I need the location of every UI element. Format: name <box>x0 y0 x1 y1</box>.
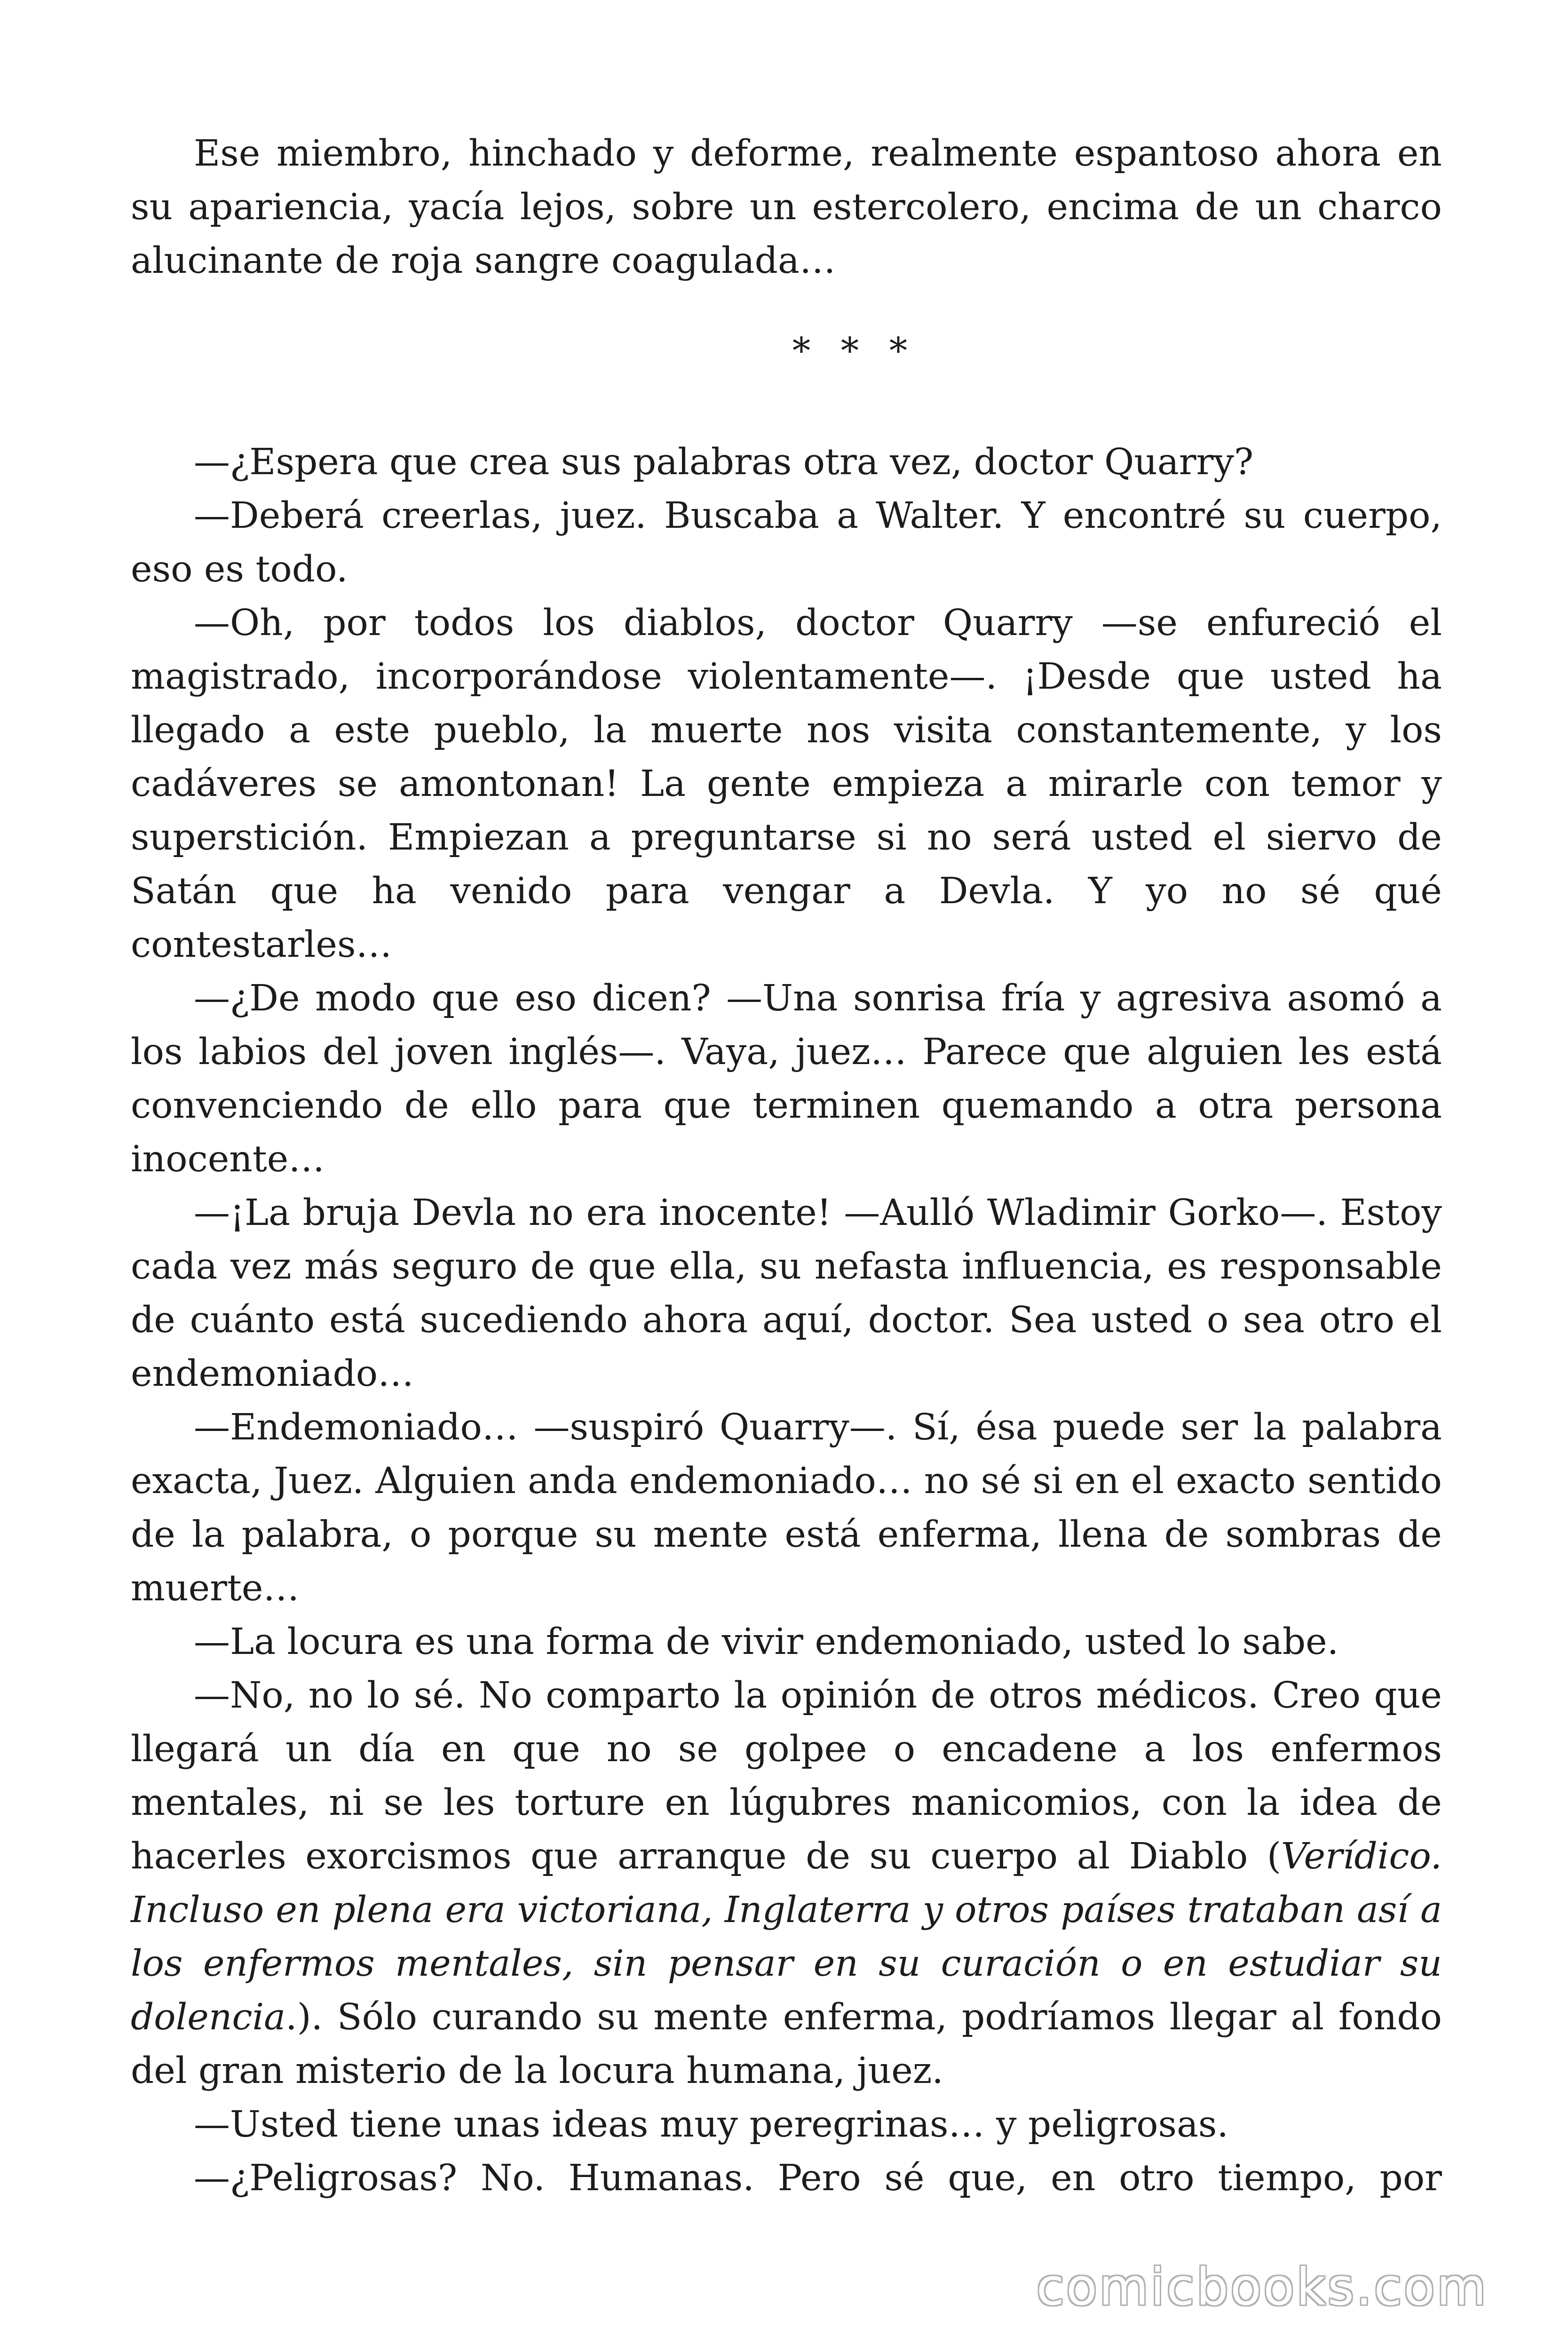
watermark: comicbooks.com <box>1036 2258 1488 2317</box>
paragraph-with-note <box>131 1669 1442 2098</box>
paragraph: —¿Espera que crea sus palabras otra vez, doctor Quarry? <box>194 441 1254 483</box>
paragraph-continued: —¿Peligrosas? No. Humanas. Pero sé que, en otro tiempo, por <box>194 2157 1442 2199</box>
note-paragraph-text: —No, no lo sé. No comparto la opinión de otros médicos. Creo que llegará un día en que no se golpee o encadene a los enfermos mentales, ni se les torture en lúgubres manicomios, con la idea de hacerles exorcismos que arranque de su cuerpo al Diablo ( <box>131 1675 1442 1877</box>
paragraph: —¡La bruja Devla no era inocente! —Aulló Wladimir Gorko—. Estoy cada vez más seguro de que ella, su nefasta influencia, es responsable de cuánto está sucediendo ahora aquí, doctor. Sea usted o sea otro el endemoniado… <box>131 1192 1442 1395</box>
editorial-note: Verídico. Incluso en plena era victoriana, Inglaterra y otros países trataban así a los enfermos mentales, sin pensar en su curación o en estudiar su dolencia <box>131 1836 1442 2038</box>
paragraph: —La locura es una forma de vivir endemoniado, usted lo sabe. <box>194 1621 1339 1663</box>
paragraph: —Oh, por todos los diablos, doctor Quarry —se enfureció el magistrado, incorporándose violentamente—. ¡Desde que usted ha llegado a este pueblo, la muerte nos visita constantemente, y los cadáveres se amontonan! La gente empieza a mirarle con temor y superstición. Empiezan a preguntarse si no será usted el siervo de Satán que ha venido para vengar a Devla. Y yo no sé qué contestarles… <box>131 602 1442 966</box>
note-paragraph-text-end: .). Sólo curando su mente enferma, podríamos llegar al fondo del gran misterio de la locura humana, juez. <box>131 1996 1442 2092</box>
paragraph: —¿De modo que eso dicen? —Una sonrisa fría y agresiva asomó a los labios del joven inglés—. Vaya, juez… Parece que alguien les está convenciendo de ello para que terminen quemando a otra persona inocente… <box>131 977 1442 1180</box>
paragraph: —Endemoniado… —suspiró Quarry—. Sí, ésa puede ser la palabra exacta, Juez. Alguien anda endemoniado… no sé si en el exacto sentido de la palabra, o porque su mente está enferma, llena de sombras de muerte… <box>131 1406 1442 1609</box>
book-page <box>131 127 1442 2205</box>
paragraph: —Deberá creerlas, juez. Buscaba a Walter. Y encontré su cuerpo, eso es todo. <box>131 495 1442 590</box>
scene-separator: * * * <box>792 330 917 372</box>
paragraph: —Usted tiene unas ideas muy peregrinas… y peligrosas. <box>194 2104 1228 2145</box>
paragraph: Ese miembro, hinchado y deforme, realmente espantoso ahora en su apariencia, yacía lejos, sobre un estercolero, encima de un charco alucinante de roja sangre coagulada… <box>131 133 1442 282</box>
